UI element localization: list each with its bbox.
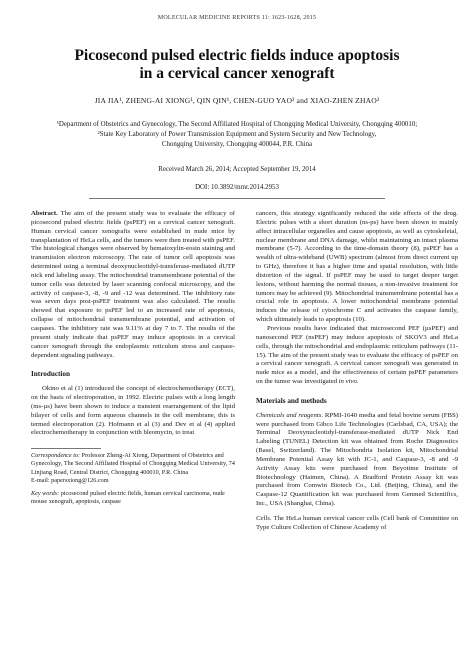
keywords [31,490,235,506]
abstract-text: The aim of the present study was to evaluate the efficacy of picosecond pulsed electric fields (psPEF) on a cervical cancer xenograft. Human cervical cancer xenografts were established in nude mice by transplantation of HeLa cells, and the tumors were then treated with psPEF. The histological changes were observed by hematoxylin-eosin staining and transmission electron microscopy. The rate of tumor cell apoptosis was determined using a terminal deoxynucleotidyl-transferase-mediated dUTP nick end labeling assay. The mitochondrial transmembrane potential of the tumor cells was detected by laser scanning confocal microscopy, and the activity of caspase-3, -8, -9 and -12 was determined. The inhibitory rate was seven days post-psPEF treatment was also calculated. The results showed that exposure to psPEF led to an increased rate of apoptosis, collapse of mitochondrial transmembrane potential, and activation of caspases. The inhibitory rate was 9.11% at day 7 to 7. The results of the present study indicate that psPEF may induce apoptosis in a cervical cancer xenograft through the endoplasmic reticulum stress and caspase-dependent signaling pathways. [31,210,235,359]
correspondence-label: Correspondence to: [31,452,81,460]
intro-paragraph-2 [256,325,458,387]
affiliation-line-3: Chongqing University, Chongqing 400044, P.R. China [161,141,313,148]
left-column [31,210,235,506]
methods-heading: Materials and methods [256,396,327,405]
correspondence-text: Professor Zheng-Ai Xiong, Department of Obstetrics and Gynecology, The Second Affiliated Hospital of Chongqing Medical University, 74 Linjiang Road, Central District, Chongqing 400010, P.R. China [31,452,235,476]
running-header: MOLECULAR MEDICINE REPORTS 11: 1623-1628, 2015 [157,15,317,21]
keywords-label: Key words: [31,490,60,498]
abstract [31,210,235,360]
introduction-heading: Introduction [31,370,71,379]
para2-text: Previous results have indicated that microsecond PEF (µsPEF) and nanosecond PEF (nsPEF) may induce apoptosis of SKOV3 and HeLa cells, through the mitochondrial and endoplasmic reticulum pathways (11-15). The aim of the present study was to evaluate the efficacy of psPEF on a cervical cancer xenograft. A cervical cancer xenograft was generated in nude mice as a model, and the effectiveness of certain psPEF parameters on the tumor was investigated [256,324,458,386]
para2-italic: in vivo [338,378,357,386]
footnote-divider [31,448,101,449]
doi: DOI: 10.3892/mmr.2014.2953 [195,184,279,191]
para2-end: . [356,378,359,386]
intro-paragraph-continued: cancers, this strategy significantly reduced the side effects of the drug. Electric pulses with a short duration (ns-ps) have been shown to mainly affect intracellular organelles and cause apoptosis, as well as cytoskeletal, nuclear membrane and DNA damage, whilst maintaining an intact plasma membrane (5-7). According to the time-domain theory (8), psPEF has a wealth of ultra-wideband (UWB) spectrum (almost from direct current up to GHz), therefore it has a higher time and spatial resolution, with little distortion of the signal. If psPEF may be used to target deeper target lesions, without harming the normal tissues, a non-invasive treatment for tumors may be achieved (9). Mitochondrial transmembrane potential has a crucial role in apoptosis. A lower mitochondrial membrane potential induces the release of cytochrome C and activates the caspase family, which ultimately leads to apoptosis (10). [256,210,458,324]
affiliations [30,120,444,150]
received-accepted-dates: Received March 26, 2014; Accepted September 19, 2014 [158,166,316,173]
correspondence [31,452,235,477]
chemicals-label: Chemicals and reagents [256,411,322,419]
title-line-2: in a cervical cancer xenograft [139,65,335,82]
chemicals-text: . RPMI-1640 media and fetal bovine serum (FBS) were purchased from Gibco Life Technologies (Carlsbad, CA, USA); the Terminal Deoxynucleotidyl-transferase-mediated dUTP Nick End Labeling (TUNEL) Detection kit was obtained from Roche Diagnostics (Basel, Switzerland). The Mitochondria Isolation kit, Mitochondrial Membrane Potential Assay kit with JC-1, and Caspase-3, -8 and -9 Activity Assay kits were purchased from Beyotime Institute of Biotechnology (Haimen, China). A Bradford Protein Assay kit was purchased from Comwin Biotech Co., Ltd. (Beijing, China), and the Caspase-12 Quantification kit was purchased from Genmed Scientifics, Inc., USA (Shanghai, China). [256,411,458,508]
cells-paragraph [256,515,458,533]
header-divider [89,198,385,199]
email: E-mail: papersxiong@126.com [31,476,109,484]
chemicals-paragraph [256,412,458,509]
title-line-1: Picosecond pulsed electric fields induce apoptosis [74,47,400,64]
cells-text: . The HeLa human cervical cancer cells (Cell bank of Committee on Type Culture Collection of Chinese Academy of [256,515,458,531]
abstract-label: Abstract. [31,210,58,217]
introduction-text: Okino et al (1) introduced the concept of electrochemotherapy (ECT), on the basis of electroporation, in 1992. Electric pulses with a long length (ms-µs) have been shown to induce a transient rearrangement of the lipid bilayer of cells and form aqueous channels in the cell membrane, this is termed electroporation (2). Hofmann et al (3) and Dev et al (4) applied electrochemotherapy in conjunction with bleomycin, to treat [31,385,235,437]
article-title [40,47,434,83]
keywords-text: picosecond pulsed electric fields, human cervical carcinoma, nude mouse xenograft, apoptosis, caspase [31,490,225,506]
affiliation-line-2: ²State Key Laboratory of Power Transmission Equipment and System Security and New Technology, [97,131,377,138]
cells-label: Cells [256,515,270,522]
author-list: JIA JIA¹, ZHENG-AI XIONG¹, QIN QIN¹, CHEN-GUO YAO² and XIAO-ZHEN ZHAO² [94,96,380,105]
right-column [256,210,458,533]
affiliation-line-1: ¹Department of Obstetrics and Gynecology, The Second Affiliated Hospital of Chongqing Medical University, Chongqing 400010; [56,121,418,128]
